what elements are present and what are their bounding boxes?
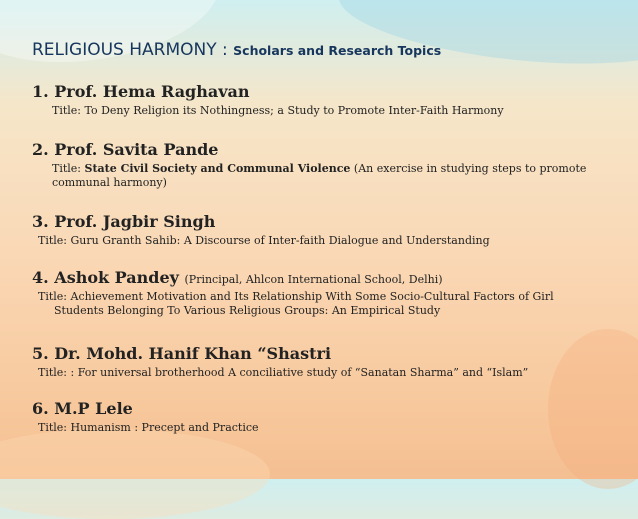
list-item-hema-raghavan [32,82,602,118]
scholar-name: 4. Ashok Pandey [32,268,179,287]
scholar-name: 1. Prof. Hema Raghavan [32,82,250,101]
research-title-bold: State Civil Society and Communal Violence [84,162,351,175]
slide-title-sub: Scholars and Research Topics [233,43,442,58]
research-title: Title: Humanism : Precept and Practice [38,421,259,434]
list-item-savita-pande [32,140,602,190]
research-title: Title: Guru Granth Sahib: A Discourse of Inter-faith Dialogue and Understanding [38,234,490,247]
list-item-jagbir-singh [32,212,602,248]
scholar-name: 6. M.P Lele [32,399,133,418]
research-title [32,162,602,190]
slide-title-main: RELIGIOUS HARMONY : [32,40,234,60]
research-title-rest: (An exercise in studying steps to promote communal harmony) [52,162,587,189]
scholar-affiliation: (Principal, Ahlcon International School, Delhi) [184,273,443,286]
scholar-name: 5. Dr. Mohd. Hanif Khan “Shastri [32,344,332,363]
scholar-name: 3. Prof. Jagbir Singh [32,212,216,231]
research-title: Title: To Deny Religion its Nothingness; a Study to Promote Inter-Faith Harmony [52,104,504,117]
list-item-mp-lele [32,399,602,435]
research-title: Title: Achievement Motivation and Its Relationship With Some Socio-Cultural Factors of Girl Students Belonging To Various Religious Groups: An Empirical Study [38,290,554,317]
research-title: Title: : For universal brotherhood A conciliative study of “Sanatan Sharma” and “Islam” [38,366,529,379]
list-item-ashok-pandey [32,268,602,318]
list-item-hanif-khan [32,344,602,380]
scholar-name-line [32,268,602,287]
research-title-prefix: Title: [52,162,85,175]
scholar-name: 2. Prof. Savita Pande [32,140,219,159]
